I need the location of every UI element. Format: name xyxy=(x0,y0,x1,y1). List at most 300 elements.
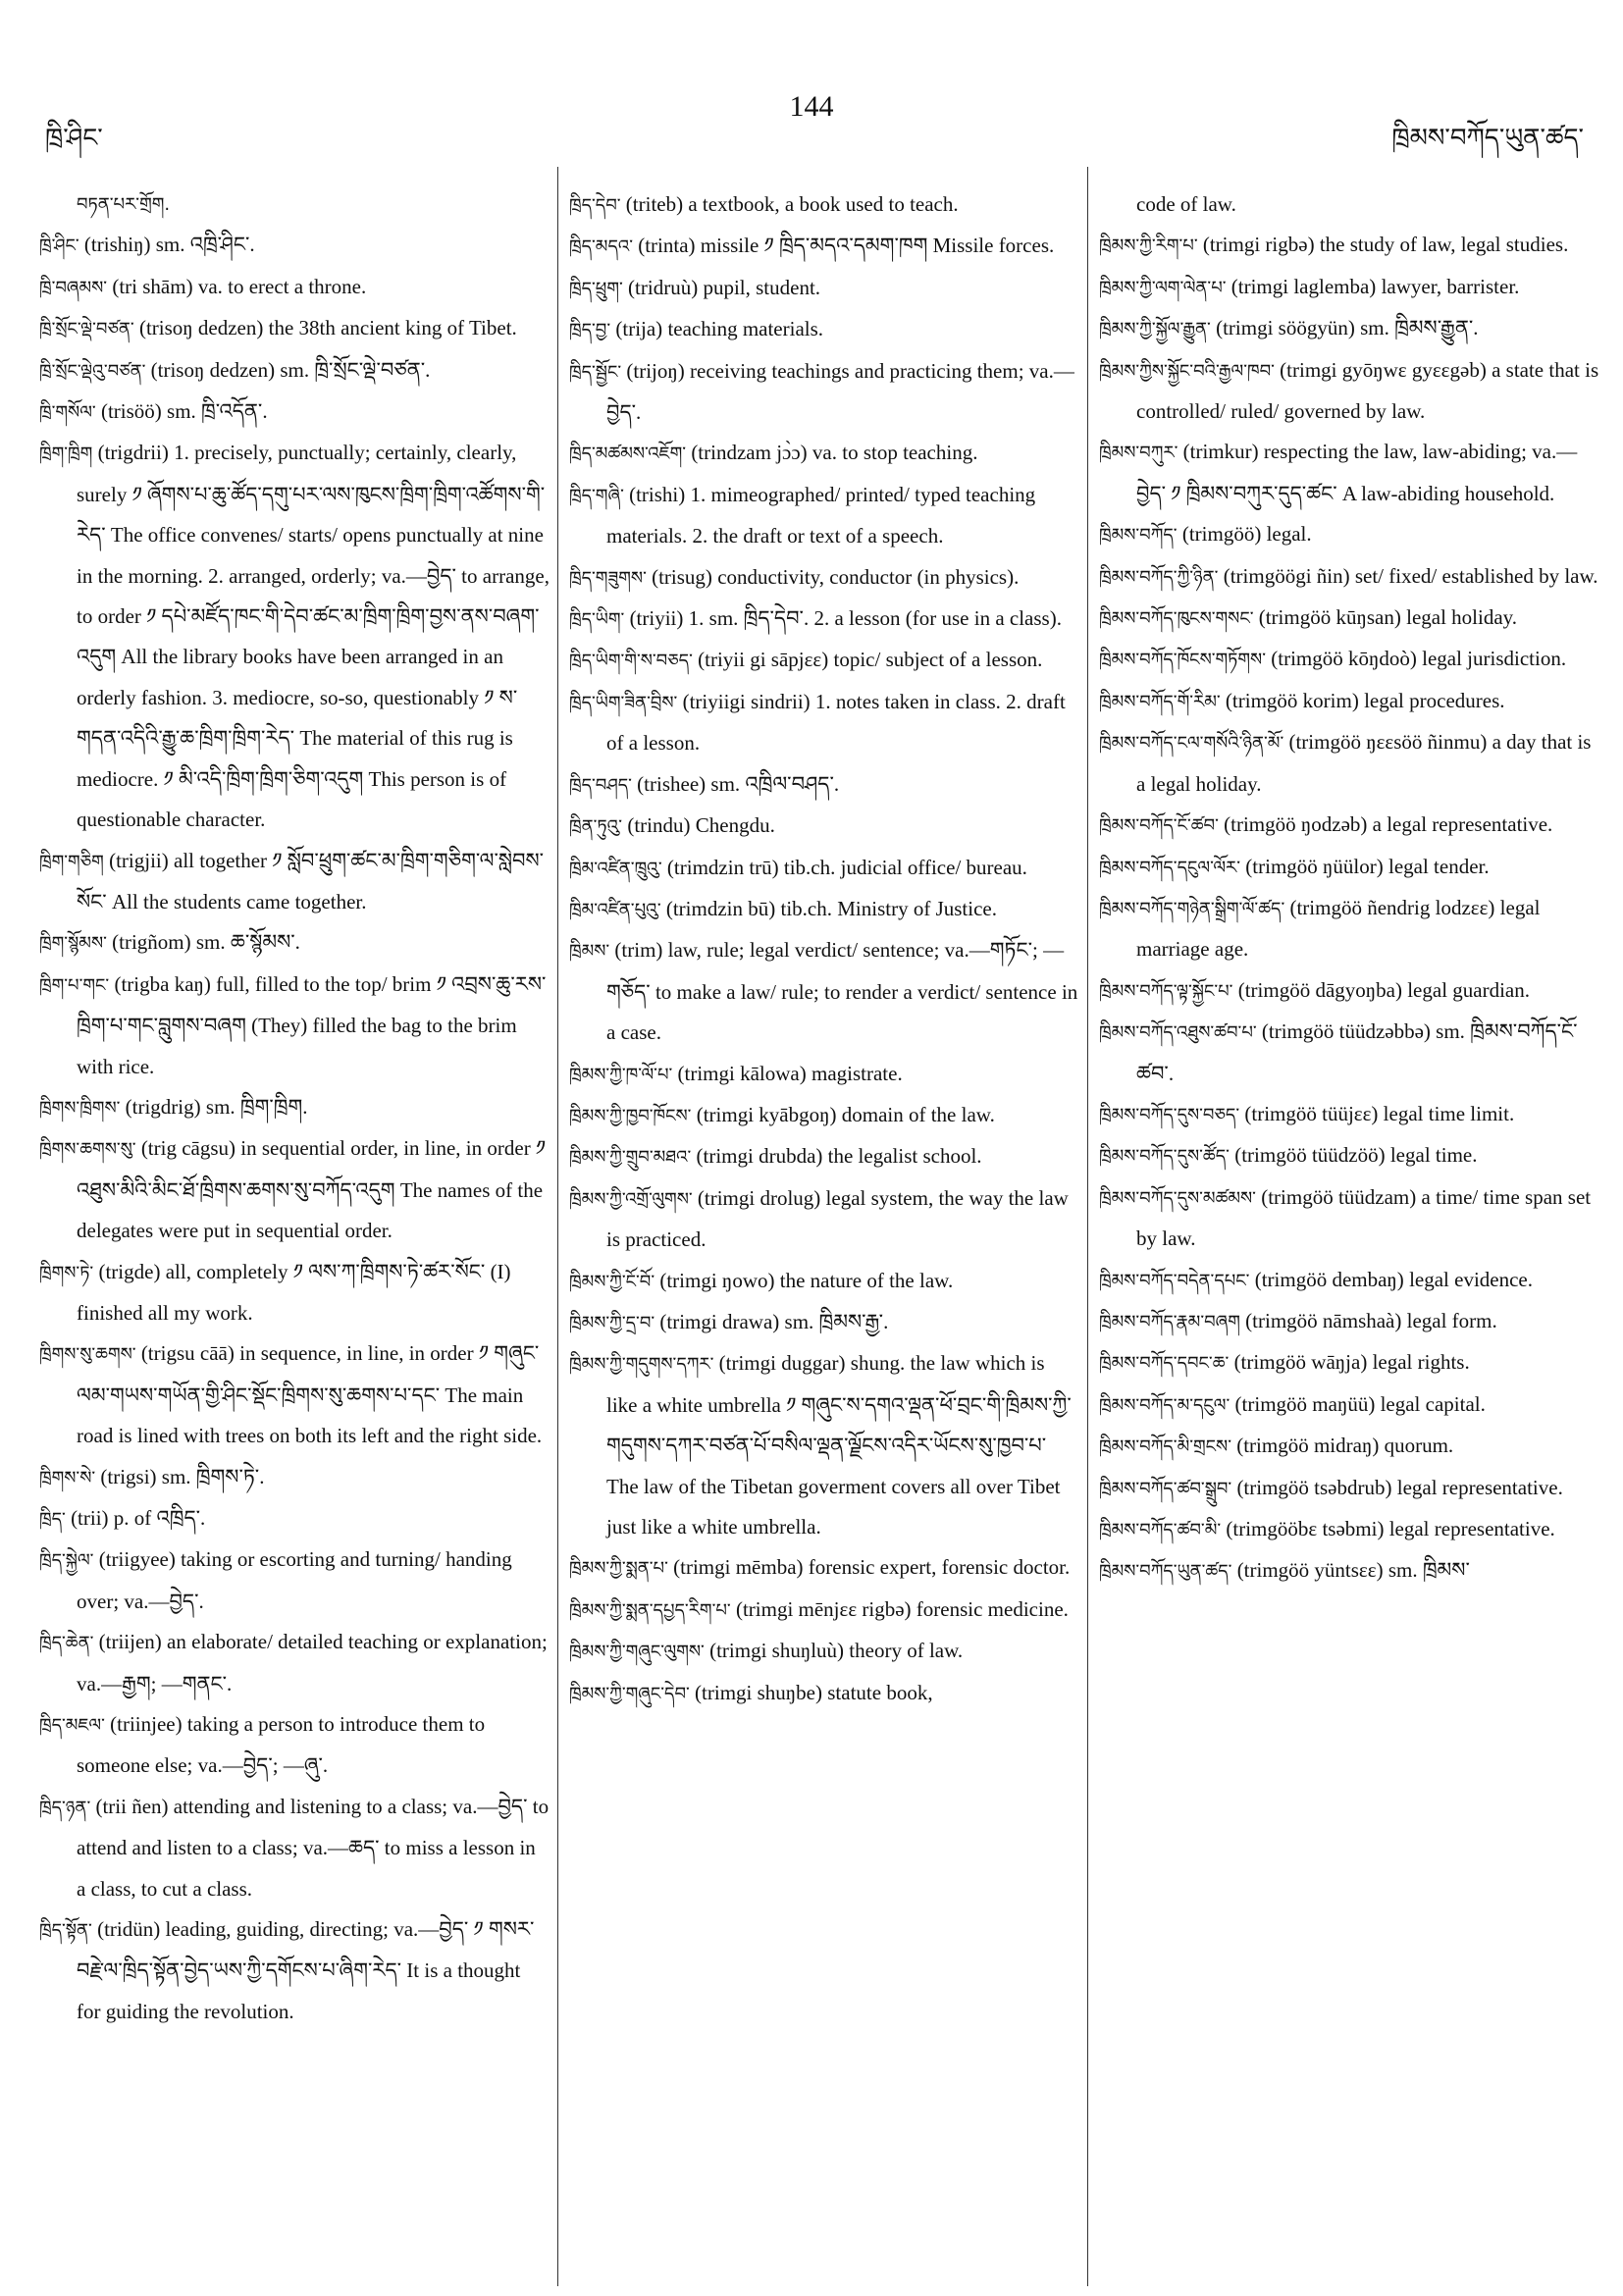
dictionary-entry xyxy=(39,267,550,308)
entry-transliteration: (trimgöö ŋüülor) xyxy=(1245,854,1384,878)
dictionary-entry xyxy=(1099,722,1599,805)
entry-definition: all together ༡ སློབ་ཕྲུག་ཚང་མ་ཁྲིག་གཅིག་ལ་སླེབས་སོང་ All the students came together. xyxy=(77,848,545,913)
entry-transliteration: (trindu) xyxy=(627,813,691,838)
entry-headword: ཁྲིན་ཏུའུ་ xyxy=(569,816,623,838)
entry-transliteration: (trisöö) xyxy=(100,399,162,424)
entry-headword: ཁྲིམས་བཀོད་རྣམ་བཞག xyxy=(1099,1311,1240,1332)
entry-transliteration: (trigjii) xyxy=(109,848,169,872)
entry-transliteration: (tridruù) xyxy=(628,275,699,299)
entry-headword: ཁྲིམས་བཀོད་དུས་བཅད་ xyxy=(1099,1104,1240,1125)
entry-definition: lawyer, barrister. xyxy=(1381,274,1520,298)
entry-definition: sm. ཁྲིམས་བཀོད་ངོ་ཚབ་. xyxy=(1136,1019,1578,1085)
entry-headword: ཁྲིམས་བཀོད་དངུལ་ལོར་ xyxy=(1099,857,1241,878)
entry-transliteration: (trimgi mēnjɛɛ rigbə) xyxy=(735,1596,912,1621)
entry-transliteration: (trimgöö tüüdzöö) xyxy=(1234,1143,1386,1168)
entry-headword: ཁྲིམས་བཀོད་འཐུས་ཚབ་པ་ xyxy=(1099,1022,1257,1044)
entry-transliteration: (trimgöö korim) xyxy=(1225,688,1359,712)
dictionary-entry xyxy=(39,350,550,391)
dictionary-entry xyxy=(1099,805,1599,846)
entry-definition: sm. ཁྲིག་ཁྲིག. xyxy=(205,1094,308,1119)
entry-definition: p. of འཁྲིད་. xyxy=(113,1506,206,1530)
entry-transliteration: (tridün) xyxy=(97,1917,161,1942)
entry-definition: a state that is controlled/ ruled/ governed by law. xyxy=(1136,357,1599,424)
entry-definition: a time/ time span set by law. xyxy=(1136,1184,1592,1251)
dictionary-entry xyxy=(39,1909,550,2032)
entry-headword: ཁྲིམས་ཀྱི་སྐྱོལ་རྒྱུན་ xyxy=(1099,319,1211,340)
entry-headword: ཁྲིམས་བཀོད་ཁོངས་གཏོགས་ xyxy=(1099,650,1266,671)
entry-definition: full, filled to the top/ brim ༡ འབྲས་ཆུ་རས་ཁྲིག་པ་གང་བླུགས་བཞག (They) filled the bag to the brim with rice. xyxy=(77,971,547,1078)
entry-definition: va. to stop teaching. xyxy=(812,441,978,465)
entry-definition: shung. the law which is like a white umbrella ༡ གཞུང་ས་དགའ་ལྡན་ཕོ་བྲང་གི་ཁྲིམས་ཀྱི་གདུགས་དཀར་བཙན་པོ་བསིལ་ལྡན་ལྗོངས་འདིར་ཡོངས་སུ་ཁྱབ་པ་ The law of the Tibetan goverment covers all over Tibet just like a white umbrella. xyxy=(606,1351,1072,1539)
dictionary-entry xyxy=(569,806,1079,847)
entry-transliteration: (trimgi drubda) xyxy=(696,1144,823,1169)
entry-headword: ཁྲིམས་ཀྱི་ངོ་བོ་ xyxy=(569,1271,655,1292)
entry-headword: ཁྲིམས་བཀོད་ཡུན་ཚད་ xyxy=(1099,1561,1232,1583)
entry-transliteration: (trimgöö kūŋsan) xyxy=(1258,605,1401,630)
dictionary-entry xyxy=(569,1631,1079,1672)
entry-headword: ཁྲིགས་ཁྲིགས་ xyxy=(39,1097,121,1119)
entry-definition: sm. འཁྲི་ཤིང་. xyxy=(155,233,255,257)
entry-headword: ཁྲིད་ཆེན་ xyxy=(39,1633,94,1654)
entry-definition: the nature of the law. xyxy=(779,1268,954,1292)
dictionary-entry xyxy=(39,1539,550,1622)
entry-headword: ཁྲི་ཤིང་ xyxy=(39,235,79,257)
entry-definition: legal marriage age. xyxy=(1136,895,1541,962)
entry-headword: ཁྲིད་མཚམས་འཇོག་ xyxy=(569,444,687,465)
entry-definition: tib.ch. Ministry of Justice. xyxy=(780,896,997,920)
entry-definition: pupil, student. xyxy=(703,275,821,299)
entry-transliteration: (trisug) xyxy=(652,564,712,589)
entry-headword: ཁྲི་བཞམས་ xyxy=(39,277,108,298)
entry-transliteration: (trimdzin trū) xyxy=(666,855,779,879)
entry-headword: ཁྲིགས་སེ་ xyxy=(39,1467,96,1488)
dictionary-entry xyxy=(39,391,550,433)
entry-transliteration: (trii) xyxy=(71,1506,109,1530)
entry-headword: ཁྲིམས་བཀོད་དུས་ཚོད་ xyxy=(1099,1146,1230,1168)
entry-transliteration: (trimgöö) xyxy=(1181,522,1262,547)
entry-definition: legal jurisdiction. xyxy=(1422,647,1567,671)
entry-definition: sm. ཆ་སྙོམས་. xyxy=(195,930,300,955)
entry-definition: va. to erect a throne. xyxy=(197,274,367,298)
entry-definition: sm. ཁྲིགས་ཏེ་. xyxy=(161,1464,265,1488)
entry-transliteration: (triigyee) xyxy=(98,1547,176,1572)
entry-headword: ཁྲིད་སྟོན་ xyxy=(39,1920,92,1942)
entry-definition: legal rights. xyxy=(1372,1350,1470,1375)
dictionary-entry xyxy=(39,1457,550,1498)
entry-definition: theory of law. xyxy=(849,1639,964,1663)
dictionary-entry xyxy=(569,268,1079,309)
entry-headword: ཁྲིམས་བཀོད་མི་གྲངས་ xyxy=(1099,1436,1231,1458)
entry-definition: sm. ཁྲི་སྲོང་ལྡེ་བཙན་. xyxy=(280,357,431,382)
entry-transliteration: (trijoŋ) xyxy=(626,358,685,383)
entry-definition: forensic expert, forensic doctor. xyxy=(808,1555,1071,1580)
dictionary-entry xyxy=(569,1095,1079,1136)
dictionary-entry xyxy=(569,889,1079,930)
entry-transliteration: (trig cāgsu) xyxy=(140,1136,236,1161)
entry-headword: ཁྲིམས་ཀྱི་སྨན་དཔྱད་རིག་པ་ xyxy=(569,1599,731,1621)
entry-headword: ཁྲིད་མདའ་ xyxy=(569,236,633,258)
entry-transliteration: (trimgöö tüüjɛɛ) xyxy=(1244,1101,1379,1125)
entry-headword: ཁྲིམས་བཀོད་གཉེན་སྒྲིག་ལོ་ཚད་ xyxy=(1099,898,1285,919)
continued-text: བཏན་པར་གྲོག. xyxy=(77,194,171,215)
continued-text: code of law. xyxy=(1136,192,1236,216)
dictionary-entry xyxy=(569,1302,1079,1343)
entry-definition: conductivity, conductor (in physics). xyxy=(717,564,1020,589)
dictionary-entry xyxy=(39,922,550,964)
entry-transliteration: (triyii gi sāpjɛɛ) xyxy=(698,648,829,672)
entry-transliteration: (trimkur) xyxy=(1182,440,1259,464)
dictionary-entry xyxy=(39,1252,550,1334)
entry-headword: ཁྲིམ་འཛིན་ཁྲུའུ་ xyxy=(569,858,662,879)
dictionary-entry xyxy=(1099,1342,1599,1383)
entry-headword: ཁྲིད་ཡིག་གི་ས་བཅད་ xyxy=(569,651,693,672)
entry-transliteration: (trigde) xyxy=(98,1259,161,1283)
entry-definition: legal representative. xyxy=(1388,1517,1555,1540)
entry-definition: Chengdu. xyxy=(695,813,775,838)
entry-transliteration: (trishi) xyxy=(629,482,686,506)
running-head-right: ཁྲིམས་བཀོད་ཡུན་ཚད་ xyxy=(1391,124,1584,153)
entry-definition: in sequence, in line, in order ༡ གཞུང་ལམ་གཡས་གཡོན་གྱི་ཤིང་སྡོང་ཁྲིགས་སུ་ཆགས་པ་དང་ The main road is lined with trees on both its left and the right side. xyxy=(77,1341,543,1448)
entry-transliteration: (trimgööbɛ tsəbmi) xyxy=(1226,1517,1385,1540)
entry-headword: ཁྲིམས་ཀྱི་རིག་པ་ xyxy=(1099,235,1198,257)
entry-headword: ཁྲིད་གཟུགས་ xyxy=(569,567,647,589)
entry-definition: a legal representative. xyxy=(1372,812,1553,837)
entry-definition: legal form. xyxy=(1406,1308,1497,1332)
dictionary-entry xyxy=(1099,888,1599,970)
entry-definition: an elaborate/ detailed teaching or explanation; va.—རྒྱག; —གནང་. xyxy=(77,1630,548,1696)
entry-transliteration: (trimgöö dāgyoŋba) xyxy=(1237,977,1402,1002)
entry-definition: magistrate. xyxy=(811,1061,903,1085)
entry-headword: ཁྲིམ་འཛིན་པུའུ་ xyxy=(569,899,661,920)
entry-headword: ཁྲིམས་ཀྱི་སྨན་པ་ xyxy=(569,1558,668,1580)
entry-definition: legal capital. xyxy=(1380,1391,1486,1416)
entry-definition: 1. notes taken in class. 2. draft of a lesson. xyxy=(606,689,1066,756)
entry-headword: ཁྲིམས་བཀོད་དུས་མཚམས་ xyxy=(1099,1187,1256,1209)
entry-headword: ཁྲིད་གཞི་ xyxy=(569,485,624,506)
entry-transliteration: (trim) xyxy=(614,938,663,963)
dictionary-entry xyxy=(1099,225,1599,266)
entry-transliteration: (trimgöö maŋüü) xyxy=(1234,1391,1376,1416)
dictionary-entry xyxy=(569,184,1079,226)
entry-headword: ཁྲིད་ཕྲུག་ xyxy=(569,278,623,299)
entry-transliteration: (trisoŋ dedzen) xyxy=(150,357,276,382)
dictionary-entry xyxy=(1099,432,1599,514)
entry-definition: legal evidence. xyxy=(1409,1267,1533,1291)
dictionary-entry xyxy=(1099,1509,1599,1550)
entry-transliteration: (trimgi ŋowo) xyxy=(659,1268,775,1292)
entry-definition: sm. ཁྲི་འདོན་. xyxy=(167,399,268,424)
entry-definition: all, completely ༡ ལས་ཀ་ཁྲིགས་ཏེ་ཚར་སོང་ (I) finished all my work. xyxy=(77,1259,511,1325)
entry-headword: ཁྲིད་བྱ་ xyxy=(569,320,611,341)
entry-transliteration: (trimgi kyābgoŋ) xyxy=(696,1102,837,1126)
entry-headword: ཁྲིད་དེབ་ xyxy=(569,195,621,216)
entry-transliteration: (trimgi shuŋluù) xyxy=(709,1639,845,1663)
entry-headword: ཁྲིད་ xyxy=(39,1509,66,1530)
entry-headword: ཁྲིག་པ་གང་ xyxy=(39,974,110,996)
entry-transliteration: (trimgi mēmba) xyxy=(673,1555,804,1580)
entry-headword: ཁྲིམས་ཀྱིས་སྐྱོང་བའི་རྒྱལ་ཁབ་ xyxy=(1099,360,1275,382)
entry-transliteration: (trii ñen) xyxy=(95,1794,169,1818)
entry-definition: sm. འཁྲིལ་བཤད་. xyxy=(710,771,840,796)
entry-definition: statute book, xyxy=(827,1680,933,1704)
entry-definition: tib.ch. judicial office/ bureau. xyxy=(783,855,1027,879)
dictionary-entry xyxy=(39,1128,550,1251)
entry-transliteration: (trimgöö wāŋja) xyxy=(1233,1350,1368,1375)
entry-headword: ཁྲིམས་བཀོད་ལྟ་སྐྱོང་པ་ xyxy=(1099,980,1233,1002)
dictionary-entry xyxy=(569,1136,1079,1177)
entry-headword: ཁྲིག་ཁྲིག xyxy=(39,444,93,465)
entry-headword: ཁྲིད་ཡིག་ xyxy=(569,609,625,631)
entry-definition: sm. ཁྲིམས་རྒྱུན་. xyxy=(1360,316,1479,340)
entry-headword: ཁྲིད་བཤད་ xyxy=(569,774,632,796)
entry-transliteration: (trimgöö tsəbdrub) xyxy=(1236,1475,1392,1499)
entry-headword: ཁྲིམས་ཀྱི་ཁྱབ་ཁོངས་ xyxy=(569,1105,692,1126)
dictionary-entry xyxy=(569,309,1079,350)
dictionary-entry xyxy=(39,1704,550,1787)
entry-transliteration: (triijen) xyxy=(98,1630,162,1654)
dictionary-entry xyxy=(1099,267,1599,308)
entry-transliteration: (trimgi kālowa) xyxy=(677,1061,807,1085)
entry-transliteration: (trimgöö ñendrig lodzɛɛ) xyxy=(1289,895,1495,919)
dictionary-entry xyxy=(39,1787,550,1909)
dictionary-entry xyxy=(569,764,1079,806)
dictionary-entry xyxy=(39,1622,550,1704)
entry-headword: ཁྲི་སྲོང་ལྡེ་བཙན་ xyxy=(39,319,134,340)
entry-transliteration: (trishee) xyxy=(637,771,707,796)
entry-definition: attending and listening to a class; va.—བྱེད་ to attend and listen to a class; va.—ཆད་ to miss a lesson in a class, to cut a class. xyxy=(77,1794,550,1901)
running-head-left: ཁྲི་ཤིང་ xyxy=(45,124,103,153)
entry-definition: set/ fixed/ established by law. xyxy=(1354,563,1598,588)
entry-transliteration: (triinjee) xyxy=(110,1712,183,1737)
dictionary-entry xyxy=(1099,639,1599,680)
entry-transliteration: (trigsi) xyxy=(100,1464,157,1488)
entry-headword: ཁྲིམས་ཀྱི་འགྲོ་ལུགས་ xyxy=(569,1188,693,1210)
column-1 xyxy=(39,184,550,2032)
entry-definition: in sequential order, in line, in order ༡ འཐུས་མིའི་མིང་ཐོ་ཁྲིགས་ཆགས་སུ་བཀོད་འདུག The names of the delegates were put in sequential order. xyxy=(77,1136,547,1243)
entry-definition: teaching materials. xyxy=(667,317,824,341)
entry-definition: respecting the law, law-abiding; va.—བྱེད་ ༡ ཁྲིམས་བཀུར་དུད་ཚང་ A law-abiding household. xyxy=(1136,440,1578,505)
dictionary-entry xyxy=(569,226,1079,267)
entry-definition: taking or escorting and turning/ handing over; va.—བྱེད་. xyxy=(77,1547,512,1613)
dictionary-entry xyxy=(569,1178,1079,1261)
entry-headword: ཁྲིམས་བཀོད་ངོ་ཚབ་ xyxy=(1099,815,1219,837)
entry-headword: ཁྲིམས་ཀྱི་དྲ་བ་ xyxy=(569,1312,655,1333)
entry-headword: ཁྲིམས་བཀོད་ཁུངས་གསང་ xyxy=(1099,608,1254,630)
entry-headword: ཁྲིམས་ xyxy=(569,941,610,963)
entry-transliteration: (trimgöö ŋodzəb) xyxy=(1224,812,1368,837)
entry-definition: the study of law, legal studies. xyxy=(1319,233,1569,257)
dictionary-entry xyxy=(1099,1468,1599,1509)
entry-transliteration: (trimgöö nāmshaà) xyxy=(1245,1308,1402,1332)
dictionary-entry xyxy=(39,308,550,349)
dictionary-entry xyxy=(1099,556,1599,598)
dictionary-entry xyxy=(39,1087,550,1128)
entry-headword: ཁྲིམས་ཀྱི་གཞུང་དེབ་ xyxy=(569,1683,690,1704)
entry-transliteration: (trisoŋ dedzen) xyxy=(138,316,264,340)
dictionary-entry xyxy=(569,1261,1079,1302)
entry-headword: ཁྲི་སྲོང་ལྡེའུ་བཙན་ xyxy=(39,360,146,382)
dictionary-entry xyxy=(1099,681,1599,722)
entry-headword: ཁྲིམས་བཀོད་གོ་རིམ་ xyxy=(1099,691,1221,712)
entry-transliteration: (trimgöö midraŋ) xyxy=(1236,1434,1380,1458)
entry-headword: ཁྲིམས་བཀོད་ཀྱི་ཉིན་ xyxy=(1099,566,1219,588)
dictionary-entry xyxy=(1099,1094,1599,1135)
column-divider xyxy=(1087,167,1088,2286)
dictionary-entry xyxy=(569,1673,1079,1714)
dictionary-entry xyxy=(569,599,1079,640)
entry-headword: ཁྲིམས་ཀྱི་གྲུབ་མཐའ་ xyxy=(569,1147,692,1169)
entry-transliteration: (trimgöö kōŋdoò) xyxy=(1271,647,1417,671)
entry-definition: topic/ subject of a lesson. xyxy=(833,648,1043,672)
entry-transliteration: (trigba kaŋ) xyxy=(114,971,211,996)
entry-transliteration: (trigdrii) xyxy=(97,441,169,465)
entry-transliteration: (trimgöö ŋɛɛsöö ñinmu) xyxy=(1288,730,1488,755)
entry-definition: law, rule; legal verdict/ sentence; va.—གཏོང་; —གཅོད་ to make a law/ rule; to render a verdict/ sentence in a case. xyxy=(606,938,1078,1045)
entry-definition: forensic medicine. xyxy=(916,1596,1069,1621)
entry-definition: the 38th ancient king of Tibet. xyxy=(268,316,517,340)
entry-headword: ཁྲིམས་ཀྱི་གཞུང་ལུགས་ xyxy=(569,1642,705,1663)
entry-headword: ཁྲིམས་བཀོད་ xyxy=(1099,525,1178,547)
dictionary-entry xyxy=(569,1547,1079,1589)
column-2 xyxy=(569,184,1079,1714)
entry-headword: ཁྲིམས་བཀོད་ངལ་གསོའི་ཉིན་མོ་ xyxy=(1099,733,1284,755)
dictionary-entry xyxy=(569,433,1079,474)
dictionary-entry xyxy=(569,930,1079,1053)
dictionary-entry xyxy=(569,1343,1079,1547)
entry-headword: ཁྲིམས་ཀྱི་ལག་ལེན་པ་ xyxy=(1099,277,1227,298)
dictionary-entry xyxy=(569,640,1079,681)
entry-transliteration: (trimgi söögyün) xyxy=(1216,316,1355,340)
entry-headword: ཁྲིག་གཅིག xyxy=(39,851,104,872)
dictionary-entry xyxy=(1099,1550,1599,1592)
entry-transliteration: (trishiŋ) xyxy=(83,233,151,257)
dictionary-entry xyxy=(39,225,550,266)
dictionary-entry xyxy=(39,1498,550,1539)
entry-definition: a textbook, a book used to teach. xyxy=(688,192,959,216)
entry-transliteration: (trigñom) xyxy=(112,930,191,955)
entry-headword: ཁྲིད་སྦྱོང་ xyxy=(569,361,622,383)
entry-headword: ཁྲིགས་ཏེ་ xyxy=(39,1262,94,1283)
entry-headword: ཁྲི་གསོལ་ xyxy=(39,402,96,424)
entry-transliteration: (trigsu cāā) xyxy=(140,1341,235,1366)
entry-definition: legal time limit. xyxy=(1383,1101,1515,1125)
entry-definition: legal tender. xyxy=(1388,854,1490,878)
entry-headword: ཁྲིམས་བཀུར་ xyxy=(1099,443,1178,464)
dictionary-entry xyxy=(569,351,1079,434)
dictionary-entry xyxy=(39,1333,550,1456)
entry-definition: legal. xyxy=(1266,522,1312,547)
entry-headword: ཁྲིད་ཉན་ xyxy=(39,1797,91,1818)
dictionary-entry xyxy=(1099,1177,1599,1260)
entry-transliteration: (trimgöö tüüdzam) xyxy=(1261,1184,1417,1209)
column-divider xyxy=(557,167,558,2286)
dictionary-entry xyxy=(1099,970,1599,1012)
entry-transliteration: (triyiigi sindrii) xyxy=(682,689,811,713)
entry-definition: 1. precisely, punctually; certainly, clearly, surely ༡ ཞོགས་པ་ཆུ་ཚོད་དགུ་པར་ལས་ཁུངས་ཁྲིག་ཁྲིག་འཚོགས་གི་རེད་ The office convenes/ starts/ opens punctually at nine in the morning. 2. arranged, orderly; va.—བྱེད་ to arrange, to order ༡ དཔེ་མཛོད་ཁང་གི་དེབ་ཚང་མ་ཁྲིག་ཁྲིག་བྱས་ནས་བཞག་འདུག All the library books have been arranged in an orderly fashion. 3. mediocre, so-so, questionably ༡ ས་གདན་འདིའི་རྒྱུ་ཆ་ཁྲིག་ཁྲིག་རེད་ The material of this rug is mediocre. ༡ མི་འདི་ཁྲིག་ཁྲིག་ཅིག་འདུག This person is of questionable character. xyxy=(77,441,550,832)
dictionary-entry xyxy=(1099,1384,1599,1426)
dictionary-entry xyxy=(39,433,550,840)
dictionary-entry xyxy=(569,1590,1079,1631)
entry-headword: ཁྲིད་མཇལ་ xyxy=(39,1715,105,1737)
entry-definition: leading, guiding, directing; va.—བྱེད་ ༡ གསར་བརྗེ་ལ་ཁྲིད་སྟོན་བྱེད་ཡས་ཀྱི་དགོངས་པ་ཞིག་རེད་ It is a thought for guiding the revolution. xyxy=(77,1917,535,2023)
entry-headword: ཁྲིམས་བཀོད་ཚབ་སྒྲུབ་ xyxy=(1099,1478,1232,1499)
entry-definition: quorum. xyxy=(1384,1434,1454,1458)
entry-headword: ཁྲིག་སྙོམས་ xyxy=(39,933,107,955)
dictionary-entry xyxy=(1099,514,1599,555)
dictionary-entry xyxy=(1099,1012,1599,1094)
entry-transliteration: (trimgi duggar) xyxy=(718,1351,846,1376)
entry-transliteration: (triteb) xyxy=(625,192,684,216)
dictionary-entry xyxy=(1099,308,1599,349)
entry-headword: ཁྲིགས་ཆགས་སུ་ xyxy=(39,1139,136,1161)
dictionary-entry xyxy=(1099,1301,1599,1342)
entry-headword: ཁྲིམས་བཀོད་དབང་ཆ་ xyxy=(1099,1353,1230,1375)
dictionary-entry xyxy=(1099,1135,1599,1176)
dictionary-entry xyxy=(1099,1260,1599,1301)
entry-transliteration: (trimgöö tüüdzəbbə) xyxy=(1261,1019,1431,1044)
entry-transliteration: (triyii) xyxy=(629,606,684,631)
entry-definition: taking a person to introduce them to someone else; va.—བྱེད་; —ཞུ་. xyxy=(77,1712,486,1778)
entry-definition: the legalist school. xyxy=(827,1144,982,1169)
entry-headword: ཁྲིད་སྐྱེལ་ xyxy=(39,1550,94,1572)
dictionary-entry xyxy=(39,965,550,1087)
entry-headword: ཁྲིམས་བཀོད་བདེན་དཔང་ xyxy=(1099,1270,1250,1291)
dictionary-entry xyxy=(569,682,1079,764)
entry-transliteration: (tri shām) xyxy=(112,274,193,298)
entry-definition: sm. ཁྲིམས་རྒྱ་. xyxy=(784,1309,889,1333)
dictionary-entry xyxy=(569,557,1079,599)
entry-definition: 1. mimeographed/ printed/ typed teaching materials. 2. the draft or text of a speech. xyxy=(606,482,1036,548)
entry-definition: 1. sm. ཁྲིད་དེབ་. 2. a lesson (for use in a class). xyxy=(688,606,1062,631)
entry-transliteration: (trimgi gyōŋwɛ gyɛɛgəb) xyxy=(1280,357,1487,382)
entry-transliteration: (trinta) xyxy=(638,234,696,258)
entry-transliteration: (trindzam jɔ̀ɔ) xyxy=(691,441,808,465)
entry-headword: ཁྲིམས་ཀྱི་གདུགས་དཀར་ xyxy=(569,1354,714,1376)
entry-transliteration: (trimgi drawa) xyxy=(659,1309,780,1333)
dictionary-entry xyxy=(1099,598,1599,639)
entry-definition: a day that is a legal holiday. xyxy=(1136,730,1592,796)
entry-definition: missile ༡ ཁྲིད་མདའ་དམག་ཁག Missile forces. xyxy=(700,234,1055,258)
dictionary-entry xyxy=(569,848,1079,889)
entry-definition: legal procedures. xyxy=(1364,688,1505,712)
entry-definition: sm. ཁྲིམས་ xyxy=(1387,1558,1470,1583)
entry-headword: ཁྲིམས་བཀོད་ཚབ་མི་ xyxy=(1099,1520,1222,1540)
dictionary-entry xyxy=(1099,1426,1599,1467)
entry-transliteration: (trimgi drolug) xyxy=(697,1185,821,1210)
dictionary-entry xyxy=(1099,350,1599,433)
entry-definition: legal system, the way the law is practiced. xyxy=(606,1185,1069,1252)
entry-transliteration: (trija) xyxy=(615,317,663,341)
column-3 xyxy=(1099,184,1599,1592)
entry-headword: ཁྲིམས་ཀྱི་ཁ་ལོ་པ་ xyxy=(569,1064,673,1085)
entry-definition: domain of the law. xyxy=(841,1102,995,1126)
entry-transliteration: (trimgi shuŋbe) xyxy=(695,1680,822,1704)
entry-transliteration: (trigdrig) xyxy=(125,1094,201,1119)
entry-definition: receiving teachings and practicing them; va.—བྱེད་. xyxy=(606,358,1074,425)
entry-definition: legal holiday. xyxy=(1406,605,1518,630)
entry-headword: ཁྲིགས་སུ་ཆགས་ xyxy=(39,1344,136,1366)
entry-transliteration: (trimgöögi ñin) xyxy=(1223,563,1350,588)
entry-transliteration: (trimgi rigbə) xyxy=(1202,233,1315,257)
entry-transliteration: (trimgöö dembaŋ) xyxy=(1254,1267,1404,1291)
entry-headword: ཁྲིམས་བཀོད་མ་དངུལ་ xyxy=(1099,1394,1230,1416)
entry-definition: legal guardian. xyxy=(1407,977,1530,1002)
page-number: 144 xyxy=(789,90,834,123)
entry-definition: legal representative. xyxy=(1396,1475,1563,1499)
entry-headword: ཁྲིད་ཡིག་ཟིན་བྲིས་ xyxy=(569,692,678,713)
dictionary-entry xyxy=(569,1054,1079,1095)
dictionary-entry xyxy=(569,475,1079,557)
